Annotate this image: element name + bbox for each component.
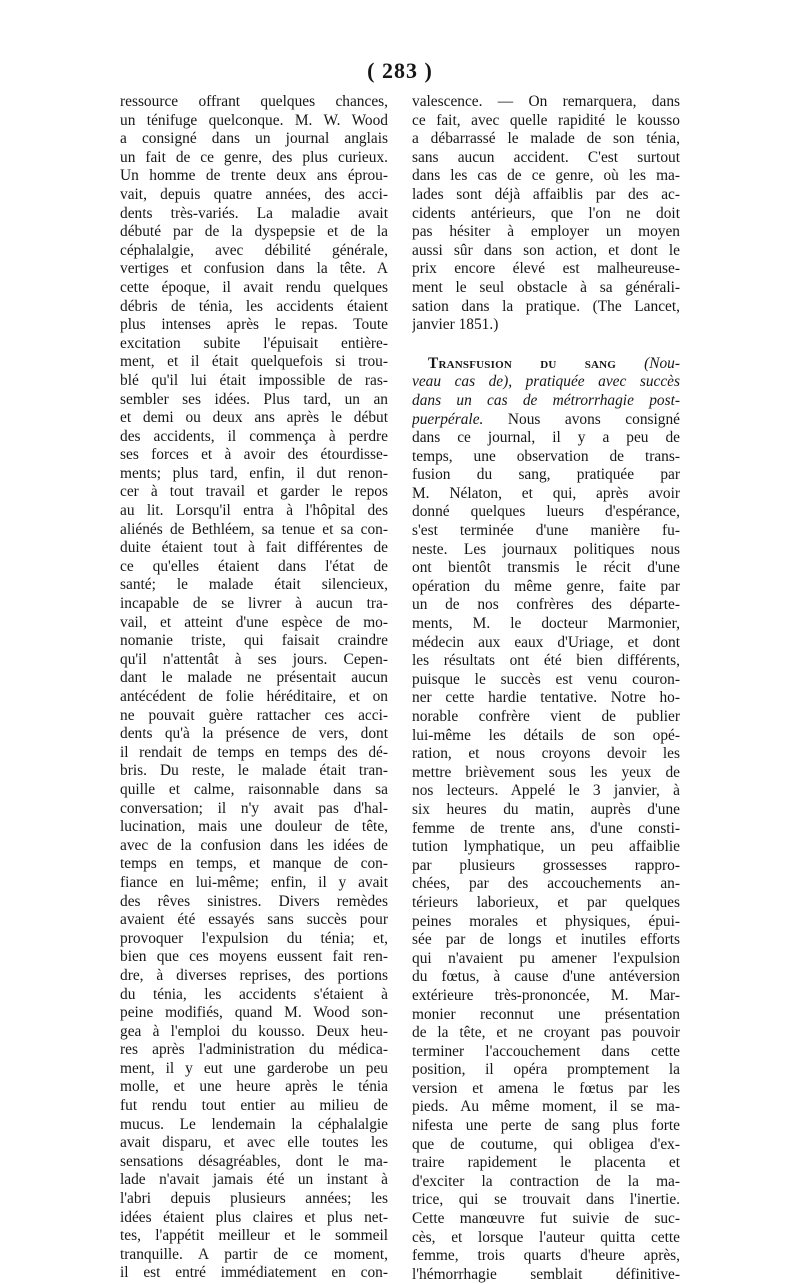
text-line: nomanie triste, qui faisait craindre xyxy=(120,632,388,650)
text-line: idées étaient plus claires et plus net- xyxy=(120,1208,388,1226)
text-line: terminer l'accouchement dans cette xyxy=(412,1042,680,1060)
text-line: les résultats ont été bien différents, xyxy=(412,652,680,670)
text-line: cer à tout travail et garder le repos xyxy=(120,483,388,501)
text-line: janvier 1851.) xyxy=(412,316,499,334)
text-line: pieds. Au même moment, il se ma- xyxy=(412,1098,680,1116)
text-line: M. Nélaton, et qui, après avoir xyxy=(412,484,680,502)
article-heading-line xyxy=(412,355,680,374)
text-line: femme, trois quarts d'heure après, xyxy=(412,1247,680,1265)
text-line: sée par de longs et inutiles efforts xyxy=(412,931,680,949)
text-line: des rêves sinistres. Divers remèdes xyxy=(120,892,388,910)
text-line: blé qu'il lui était impossible de ras- xyxy=(120,371,388,389)
text-line: sensations désagréables, dont le ma- xyxy=(120,1152,388,1170)
text-line: monier reconnut une présentation xyxy=(412,1005,680,1023)
text-line: ce qu'elles étaient dans l'état de xyxy=(120,557,388,575)
text-line: lades sont déjà affaiblis par des ac- xyxy=(412,185,680,203)
text-line: fiance en lui-même; enfin, il y avait xyxy=(120,873,388,891)
text-line: bris. Du reste, le malade était tran- xyxy=(120,762,388,780)
text-line: dans les cas de ce genre, où les ma- xyxy=(412,167,680,185)
text-line: tes, l'appétit meilleur et le sommeil xyxy=(120,1227,388,1245)
text-line: six heures du matin, auprès d'une xyxy=(412,800,680,818)
text-line: ont bientôt transmis le récit d'une xyxy=(412,559,680,577)
text-line: ments, M. le docteur Marmonier, xyxy=(412,615,680,633)
text-line: l'hémorrhagie semblait définitive- xyxy=(412,1265,680,1283)
text-line: antécédent de folie héréditaire, et on xyxy=(120,688,388,705)
text-line: un ténifuge quelconque. M. W. Wood xyxy=(120,111,388,129)
text-line: il rendait de temps en temps des dé- xyxy=(120,743,388,761)
text-line: débuté par de la dyspepsie et de la xyxy=(120,223,388,241)
text-line: conversation; il n'y avait pas d'hal- xyxy=(120,799,388,817)
article-subtitle-line: dans un cas de métrorrhagie post- xyxy=(412,391,680,409)
text-line: prix encore élevé est malheureuse- xyxy=(412,260,680,278)
text-line: au lit. Lorsqu'il entra à l'hôpital des xyxy=(120,502,388,520)
text-line: tranquille. A partir de ce moment, xyxy=(120,1245,388,1263)
text-line: térieurs laborieux, et par quelques xyxy=(412,893,680,911)
text-line: extérieure très-prononcée, M. Mar- xyxy=(412,986,680,1004)
text-line: aliénés de Bethléem, sa tenue et sa con- xyxy=(120,520,388,538)
text-line: médecin aux eaux d'Uriage, et dont xyxy=(412,633,680,651)
text-line: chées, par des accouchements an- xyxy=(412,875,680,893)
text-line: excitation subite l'épuisait entière- xyxy=(120,334,388,352)
text-line: femme de trente ans, d'une consti- xyxy=(412,819,680,837)
text-line: du ténia, les accidents s'étaient à xyxy=(120,985,388,1003)
left-text-column xyxy=(120,93,388,1283)
text-line: vait, depuis quatre années, des acci- xyxy=(120,185,388,203)
text-line: dents qu'à la présence de vers, dont xyxy=(120,725,388,743)
text-line: traire rapidement le placenta et xyxy=(412,1154,680,1172)
text-line: plus intenses après le repas. Toute xyxy=(120,316,388,334)
lancet-paragraph-end xyxy=(412,93,680,335)
text-line: ce fait, avec quelle rapidité le kousso xyxy=(412,111,680,129)
text-line: avaient été essayés sans succès pour xyxy=(120,911,388,929)
text-line: lucination, mais une douleur de tête, xyxy=(120,818,388,836)
text-line: gea à l'emploi du kousso. Deux heu- xyxy=(120,1022,388,1040)
text-line: trice, qui se trouvait dans l'inertie. xyxy=(412,1191,680,1209)
text-line: lade n'avait jamais été un instant à xyxy=(120,1171,388,1189)
text-line: céphalalgie, avec débilité générale, xyxy=(120,241,388,259)
transfusion-article xyxy=(412,355,680,1284)
text-line: vail, et atteint d'une espèce de mo- xyxy=(120,613,388,631)
article-subtitle-line: veau cas de), pratiquée avec succès xyxy=(412,373,680,391)
text-line: avec de la confusion dans les idées de xyxy=(120,836,388,854)
text-line: ses forces et à avoir des étourdisse- xyxy=(120,446,388,464)
text-line: temps en temps, et manque de con- xyxy=(120,855,388,873)
article-mixed-line xyxy=(412,411,680,430)
article-heading-tail: (Nou- xyxy=(616,354,680,372)
text-line: des accidents, il commença à perdre xyxy=(120,427,388,445)
text-line: l'abri depuis plusieurs années; les xyxy=(120,1190,388,1208)
text-line: donné quelques lueurs d'espérance, xyxy=(412,503,680,521)
text-line: par plusieurs grossesses rappro- xyxy=(412,856,680,874)
text-line: lui-même les détails de son opé- xyxy=(412,726,680,744)
text-line: ment, il y eut une garderobe un peu xyxy=(120,1059,388,1077)
text-line: ner cette hardie tentative. Notre ho- xyxy=(412,689,680,707)
article-heading: Transfusion du sang xyxy=(428,354,617,372)
text-line: sation dans la pratique. (The Lancet, xyxy=(412,297,680,315)
text-line: position, il opéra promptement la xyxy=(412,1061,680,1079)
text-line: un de nos confrères des départe- xyxy=(412,596,680,614)
text-line: santé; le malade était silencieux, xyxy=(120,576,388,594)
text-line: ments; plus tard, enfin, il dut renon- xyxy=(120,464,388,482)
text-line: a débarrassé le malade de son ténia, xyxy=(412,130,680,148)
text-line: neste. Les journaux politiques nous xyxy=(412,540,680,558)
text-line: débris de ténia, les accidents étaient xyxy=(120,297,388,315)
text-line: sembler ses idées. Plus tard, un an xyxy=(120,390,388,408)
text-line: valescence. — On remarquera, dans xyxy=(412,93,680,110)
text-line: aussi sûr dans son action, et dont le xyxy=(412,241,680,259)
text-line: Cette manœuvre fut suivie de suc- xyxy=(412,1210,680,1228)
text-line: fusion du sang, pratiquée par xyxy=(412,466,680,484)
text-line: un fait de ce genre, des plus curieux. xyxy=(120,148,388,166)
text-line: provoquer l'expulsion du ténia; et, xyxy=(120,929,388,947)
article-text-start: Nous avons consigné xyxy=(483,410,680,428)
text-line: il est entré immédiatement en con- xyxy=(120,1264,388,1282)
text-line: temps, une observation de trans- xyxy=(412,447,680,465)
text-line: du fœtus, à cause d'une antéversion xyxy=(412,968,680,986)
text-line: tution lymphatique, un peu affaiblie xyxy=(412,838,680,856)
text-line: cette époque, il avait rendu quelques xyxy=(120,278,388,296)
text-line: molle, et une heure après le ténia xyxy=(120,1078,388,1096)
text-line: avait disparu, et avec elle toutes les xyxy=(120,1134,388,1152)
text-line: ment le seul obstacle à sa générali- xyxy=(412,278,680,296)
text-line: duite étaient tout à fait différentes de xyxy=(120,539,388,557)
text-line: dans ce journal, il y a peu de xyxy=(412,429,680,447)
text-line: dant le malade ne présentait aucun xyxy=(120,669,388,687)
text-line: s'est terminée d'une manière fu- xyxy=(412,522,680,540)
text-line: Un homme de trente deux ans éprou- xyxy=(120,167,388,185)
right-text-column xyxy=(412,93,680,1284)
paragraph-gap xyxy=(412,335,680,355)
article-body xyxy=(412,429,680,1284)
text-line: qui n'avaient pu amener l'expulsion xyxy=(412,949,680,967)
text-line: a consigné dans un journal anglais xyxy=(120,130,388,148)
page-number: ( 283 ) xyxy=(367,58,433,83)
text-line: que de coutume, qui obligea d'ex- xyxy=(412,1135,680,1153)
text-line: dents très-variés. La maladie avait xyxy=(120,204,388,222)
text-line: puisque le succès est venu couron- xyxy=(412,670,680,688)
text-line: version et amena le fœtus par les xyxy=(412,1079,680,1097)
text-line: fut rendu tout entier au milieu de xyxy=(120,1097,388,1115)
text-line: sans aucun accident. C'est surtout xyxy=(412,148,680,166)
text-line: qu'il n'attentât à ses jours. Cepen- xyxy=(120,650,388,668)
text-line: ment, et il était quelquefois si trou- xyxy=(120,353,388,371)
text-line: peines morales et physiques, épui- xyxy=(412,912,680,930)
text-line: de la tête, et ne croyant pas pouvoir xyxy=(412,1024,680,1042)
text-line: quille et calme, raisonnable dans sa xyxy=(120,780,388,798)
text-line: norable confrère vient de publier xyxy=(412,708,680,725)
text-line: incapable de se livrer à aucun tra- xyxy=(120,595,388,613)
text-line: pas hésiter à employer un moyen xyxy=(412,223,680,241)
text-line: peine modifiés, quand M. Wood son- xyxy=(120,1004,388,1022)
text-line: dre, à diverses reprises, des portions xyxy=(120,966,388,984)
text-line: mettre brièvement sous les yeux de xyxy=(412,763,680,781)
text-line: et demi ou deux ans après le début xyxy=(120,409,388,427)
text-line: d'exciter la contraction de la ma- xyxy=(412,1172,680,1190)
text-line: bien que ces moyens eussent fait ren- xyxy=(120,948,388,966)
text-line: nos lecteurs. Appelé le 3 janvier, à xyxy=(412,782,680,800)
text-line: cidents antérieurs, que l'on ne doit xyxy=(412,204,680,222)
text-line: ne pouvait guère rattacher ces acci- xyxy=(120,706,388,724)
text-line: opération du même genre, faite par xyxy=(412,577,680,595)
article-subtitle-end: puerpérale. xyxy=(412,410,484,428)
text-line: vertiges et confusion dans la tête. A xyxy=(120,260,388,278)
text-line: mucus. Le lendemain la céphalalgie xyxy=(120,1115,388,1133)
text-line: ressource offrant quelques chances, xyxy=(120,93,388,110)
text-line: ration, et nous croyons devoir les xyxy=(412,745,680,763)
text-line: cès, et lorsque l'auteur quitta cette xyxy=(412,1228,680,1246)
text-line: nifesta une perte de sang plus forte xyxy=(412,1117,680,1135)
text-line: res après l'administration du médica- xyxy=(120,1041,388,1059)
